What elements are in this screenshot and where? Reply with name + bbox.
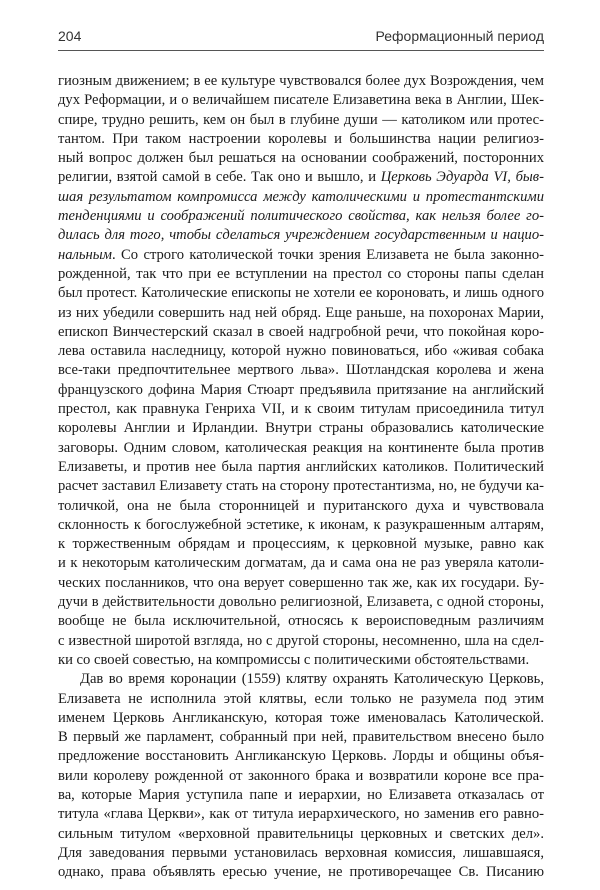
text-line: заговоры. Одним словом, католическая реакция на континенте была против — [58, 439, 544, 456]
text-line: ческих посланников, что она верует совершенно так же, как их государи. Бу- — [58, 574, 544, 591]
running-header — [58, 28, 544, 50]
text-line: вили королеву рожденной от законного брака и возвратили короне все пра- — [58, 767, 544, 784]
text-line — [58, 246, 544, 265]
text-line: французского дофина Мария Стюарт предъявила притязание на английский — [58, 381, 544, 398]
header-rule — [58, 50, 544, 51]
text-line: епископ Винчестерский сказал в своей надгробной речи, что покойная коро- — [58, 323, 544, 340]
text-line: толичкой, она не была сторонницей и пуританского духа и чувствовала — [58, 497, 544, 514]
text-line: титула «глава Церкви», как от титула иерархического, но заменив его равно- — [58, 806, 544, 823]
text-line: Елизаветы, и против нее была партия английских католиков. Политический — [58, 458, 544, 475]
text-line: ва, которые Мария уступила папе и иерархии, но Елизавета отказалась от — [58, 786, 544, 803]
paragraph-2 — [58, 670, 544, 882]
text-line: все-таки предпочтительнее мертвого льва». Шотландская королева и жена — [58, 362, 544, 379]
text-run: религии, взятой самой в себе. Так оно и вышло, и — [58, 169, 381, 186]
text-line: сильным титулом «верховной правительницы церковных и светских дел». — [58, 825, 544, 842]
text-line: склонность к богослужебной эстетике, к иконам, к разукрашенным алтарям, — [58, 516, 544, 533]
text-line: рожденной, так что при ее вступлении на престол со стороны папы сделан — [58, 265, 544, 282]
page-number: 204 — [58, 28, 82, 44]
text-line: Елизавета не исполнила этой клятвы, если только не разумела под этим — [58, 690, 544, 707]
text-line: Дав во время коронации (1559) клятву охранять Католическую Церковь, — [80, 671, 544, 688]
text-line: спире, трудно решить, кем он был в глубине души — католиком или протес- — [58, 111, 544, 128]
text-line: однако, права объявлять ересью учение, не противоречащее Св. Писанию — [58, 864, 544, 881]
text-line: В первый же парламент, собранный при ней, правительством внесено было — [58, 729, 544, 746]
text-line: королевы Англии и Ирландии. Внутри страны образовались католические — [58, 420, 544, 437]
text-line: ный вопрос должен был решаться на основании соображений, посторонних — [58, 150, 544, 167]
text-line — [58, 168, 544, 187]
text-line-italic: шая результатом компромисса между католическими и протестантскими — [58, 188, 544, 205]
italic-run: нальным — [58, 246, 112, 263]
text-run: . Со строго католической точки зрения Елизавета не была законно- — [111, 246, 544, 263]
text-line: лева оставила наследницу, которой нужно повиноваться, ибо «живая собака — [58, 343, 544, 360]
running-title: Реформационный период — [375, 28, 544, 44]
paragraph-1 — [58, 72, 544, 670]
text-line: ки со своей совестью, на компромиссы с политическими обстоятельствами. — [58, 651, 530, 668]
text-line: престол, как правнука Генриха VII, и к своим титулам присоединила титул — [58, 401, 544, 418]
text-line-italic: дилась для того, чтобы сделаться учреждением государственным и нацио- — [58, 227, 544, 244]
text-line: из них убедили совершить над ней обряд. Еще раньше, на похоронах Марии, — [58, 304, 544, 321]
text-line: тантом. При таком настроении королевы и большинства нации религиоз- — [58, 130, 544, 147]
text-line: с известной широтой взгляда, но с другой стороны, несомненно, шла на сдел- — [58, 632, 544, 649]
text-line: вообще не была исключительной, относясь к вероисповедным различиям — [58, 613, 544, 630]
body-text — [58, 72, 544, 882]
text-line: гиозным движением; в ее культуре чувствовался более дух Возрождения, чем — [58, 73, 544, 89]
text-line: был протест. Католические епископы не хотели ее короновать, и лишь одного — [58, 285, 544, 302]
text-line: расчет заставил Елизавету стать на сторону протестантизма, но, не будучи ка- — [58, 478, 544, 495]
text-line: дух Реформации, и о величайшем писателе Елизаветина века в Англии, Шек- — [58, 92, 544, 109]
italic-run: Церковь Эдуарда VI, быв- — [380, 169, 544, 186]
text-line: предложение восстановить Англиканскую Церковь. Лорды и общины объя- — [58, 748, 544, 765]
text-line: и к некоторым католическим догматам, да и сама она не раз уверяла католи- — [58, 555, 544, 572]
text-line: к торжественным обрядам и процессиям, к церковной музыке, равно как — [58, 536, 544, 553]
text-line: дучи в действительности довольно религиозной, Елизавета, с одной стороны, — [58, 594, 544, 611]
text-line: Для заведования первыми установилась верховная комиссия, лишавшаяся, — [58, 844, 544, 861]
text-line: именем Церковь Англиканскую, которая тоже именовалась Католической. — [58, 709, 544, 726]
text-line-italic: тенденциями и соображений политического свойства, как нельзя более го- — [58, 208, 544, 225]
